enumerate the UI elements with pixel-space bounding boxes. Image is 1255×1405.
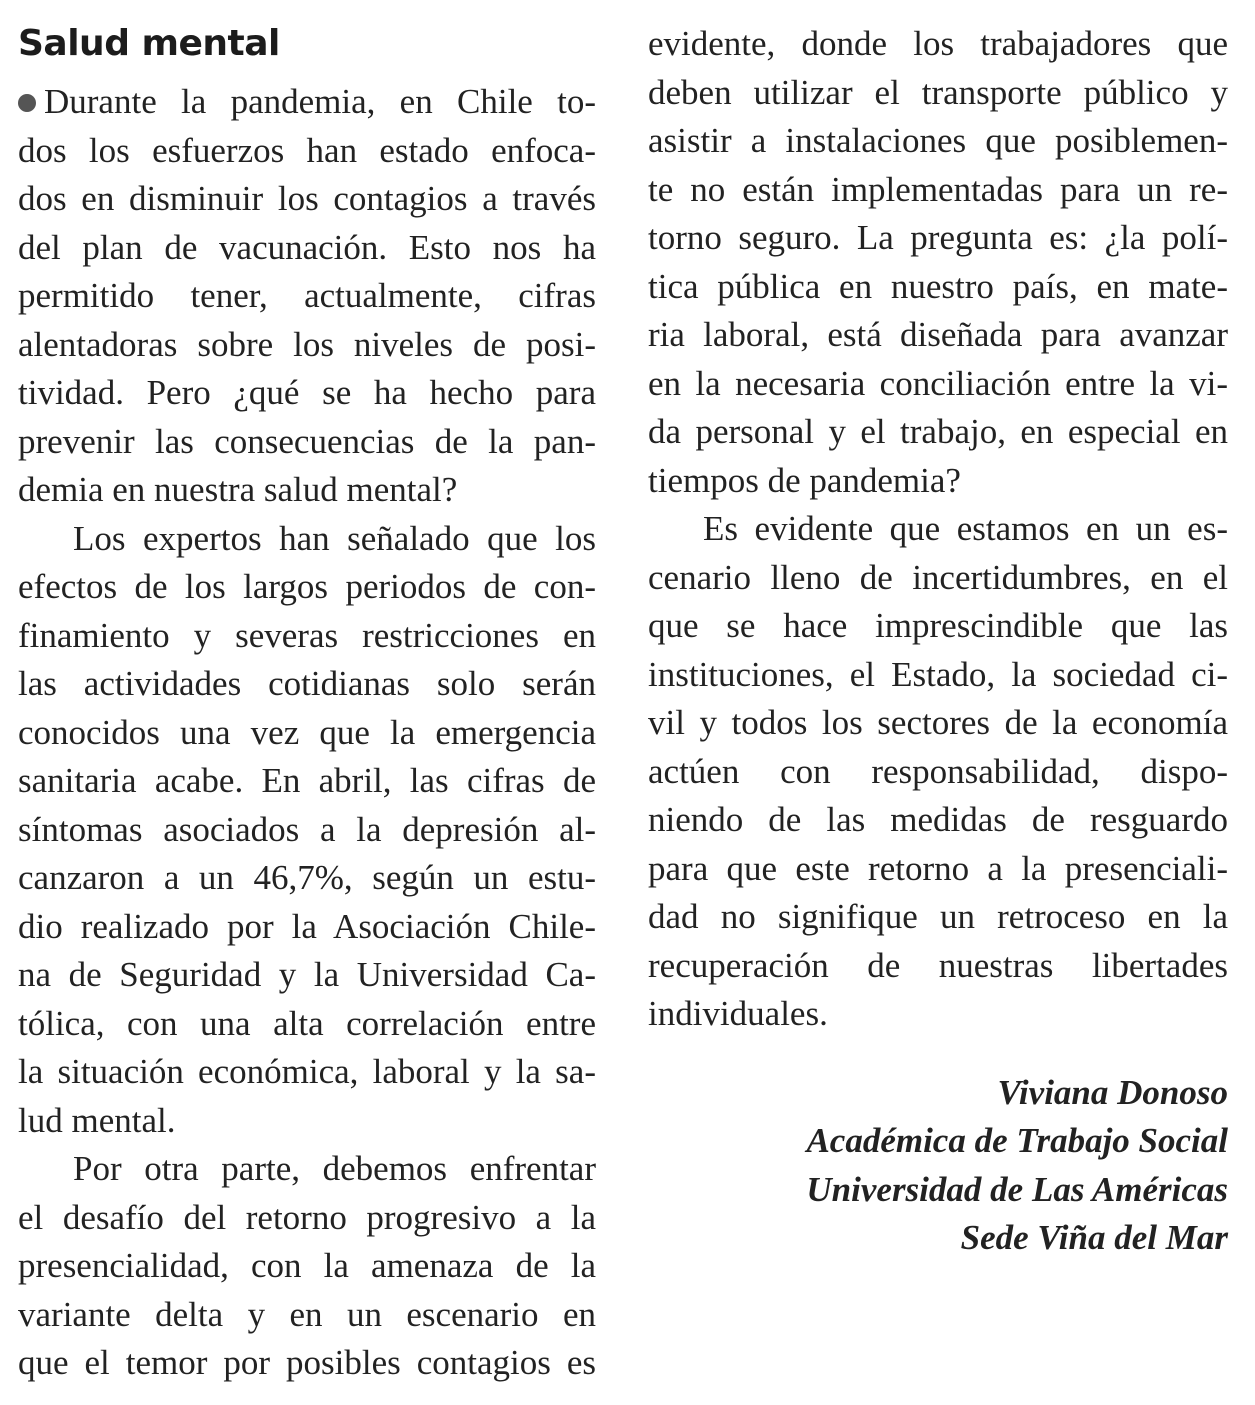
- text-line: del plan de vacunación. Esto nos ha: [18, 227, 596, 267]
- text-line: canzaron a un 46,7%, según un estu-: [18, 858, 596, 897]
- text-line: prevenir las consecuencias de la pan-: [18, 421, 596, 461]
- text-line: que se hace imprescindible que las: [648, 606, 1228, 645]
- text-line: evidente, donde los trabajadores que: [648, 24, 1228, 63]
- text-line: ria laboral, está diseñada para avanzar: [648, 315, 1228, 354]
- text-line: dad no signifique un retroceso en la: [648, 897, 1228, 936]
- text-line: lud mental.: [18, 1100, 176, 1140]
- text-line: tiempos de pandemia?: [648, 460, 961, 500]
- text-line: te no están implementadas para un re-: [648, 169, 1228, 209]
- author-name: Viviana Donoso: [997, 1072, 1228, 1112]
- left-column: [18, 0, 596, 1388]
- author-signature: [648, 1069, 1228, 1263]
- text-line: actúen con responsabilidad, dispo-: [648, 751, 1228, 791]
- right-column: [648, 0, 1228, 1263]
- author-role: Académica de Trabajo Social: [806, 1121, 1228, 1160]
- text-line: vil y todos los sectores de la economía: [648, 703, 1228, 742]
- text-line: el desafío del retorno progresivo a la: [18, 1197, 596, 1237]
- text-line: tólica, con una alta correlación entre: [18, 1003, 596, 1043]
- text-line: permitido tener, actualmente, cifras: [18, 276, 596, 315]
- text-line: tividad. Pero ¿qué se ha hecho para: [18, 373, 596, 412]
- left-column-body: [18, 78, 596, 1388]
- text-line: dos los esfuerzos han estado enfoca-: [18, 130, 596, 170]
- text-line: las actividades cotidianas solo serán: [18, 664, 596, 703]
- text-line: instituciones, el Estado, la sociedad ci-: [648, 654, 1228, 694]
- text-line: presencialidad, con la amenaza de la: [18, 1246, 596, 1285]
- text-line: para que este retorno a la presenciali-: [648, 848, 1228, 888]
- text-line: finamiento y severas restricciones en: [18, 615, 596, 655]
- bullet-icon: [18, 94, 36, 112]
- text-line: na de Seguridad y la Universidad Ca-: [18, 955, 596, 994]
- text-line: efectos de los largos periodos de con-: [18, 567, 596, 606]
- text-line: cenario lleno de incertidumbres, en el: [648, 557, 1228, 597]
- text-line: sanitaria acabe. En abril, las cifras de: [18, 761, 596, 800]
- text-line: da personal y el trabajo, en especial en: [648, 412, 1228, 451]
- text-line: que el temor por posibles contagios es: [18, 1343, 596, 1382]
- text-line: dio realizado por la Asociación Chile-: [18, 906, 596, 946]
- text-line: en la necesaria conciliación entre la vi-: [648, 363, 1228, 403]
- text-line: Durante la pandemia, en Chile to-: [18, 78, 596, 127]
- text-line: conocidos una vez que la emergencia: [18, 712, 596, 752]
- text-line: variante delta y en un escenario en: [18, 1294, 596, 1334]
- text-line: Los expertos han señalado que los: [73, 518, 596, 558]
- text-line: niendo de las medidas de resguardo: [648, 800, 1228, 839]
- text-line: alentadoras sobre los niveles de posi-: [18, 324, 596, 364]
- text-line: Por otra parte, debemos enfrentar: [73, 1149, 596, 1188]
- text-line: asistir a instalaciones que posiblemen-: [648, 121, 1228, 160]
- text-line: tica pública en nuestro país, en mate-: [648, 266, 1228, 306]
- right-column-body: [648, 20, 1228, 1039]
- text-line: demia en nuestra salud mental?: [18, 470, 458, 509]
- text-line: la situación económica, laboral y la sa-: [18, 1052, 596, 1091]
- text-line: dos en disminuir los contagios a través: [18, 179, 596, 218]
- text-line: recuperación de nuestras libertades: [648, 945, 1228, 985]
- text-line: individuales.: [648, 994, 828, 1033]
- author-campus: Sede Viña del Mar: [960, 1218, 1228, 1257]
- text-line: Es evidente que estamos en un es-: [703, 509, 1228, 548]
- article-title: Salud mental: [18, 23, 280, 64]
- author-institution: Universidad de Las Américas: [806, 1169, 1228, 1209]
- text-line: deben utilizar el transporte público y: [648, 72, 1228, 112]
- text-line: síntomas asociados a la depresión al-: [18, 809, 596, 849]
- text-line: torno seguro. La pregunta es: ¿la polí-: [648, 218, 1228, 257]
